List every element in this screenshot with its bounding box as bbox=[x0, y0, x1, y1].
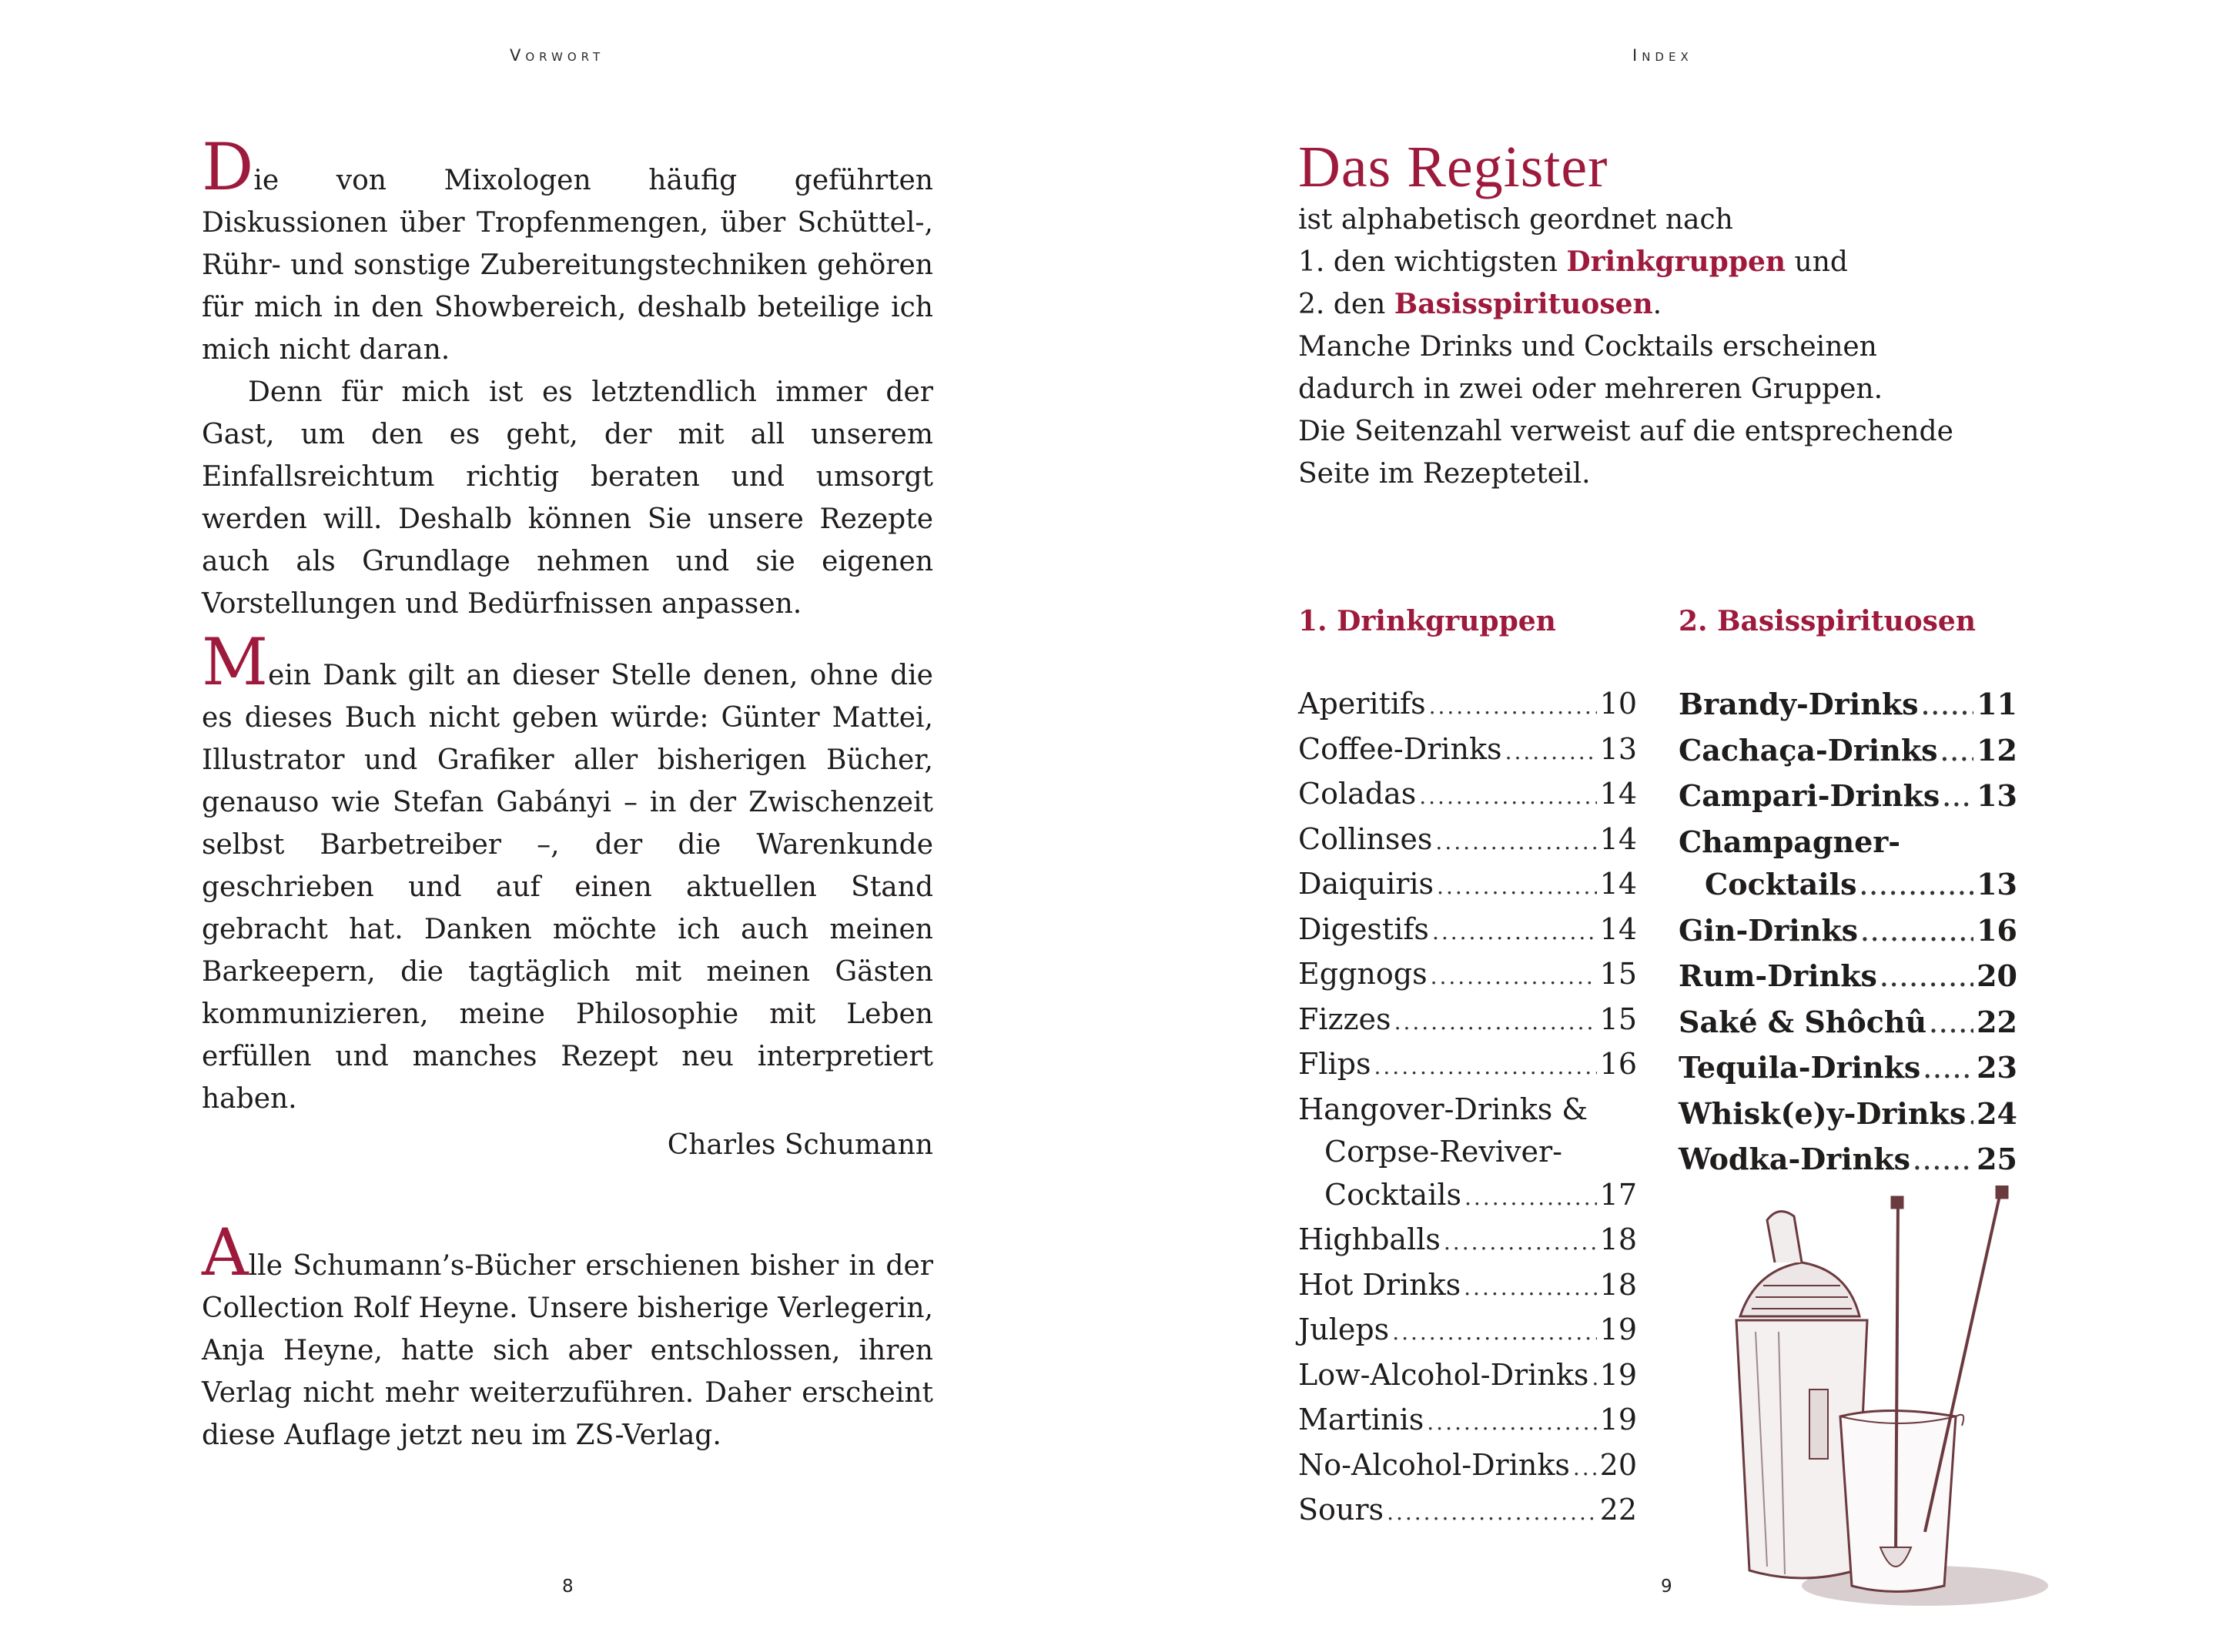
index-entry bbox=[1298, 773, 1637, 818]
index-entry bbox=[1679, 1092, 2017, 1139]
index-entry-page: 19 bbox=[1599, 1313, 1637, 1346]
index-entry bbox=[1298, 863, 1637, 908]
index-entry-name: Champagner- bbox=[1679, 824, 1901, 859]
index-entry-page: 13 bbox=[1977, 778, 2017, 813]
basisspirituosen-heading: 2. Basisspirituosen bbox=[1679, 605, 1976, 637]
foreword-section-2 bbox=[202, 624, 933, 1120]
leader-dots bbox=[1444, 1221, 1597, 1264]
index-entry-name: Cachaça-Drinks bbox=[1679, 732, 1938, 767]
index-entry bbox=[1298, 728, 1637, 774]
leader-dots bbox=[1392, 1311, 1596, 1354]
index-entry-name: Flips bbox=[1298, 1047, 1371, 1081]
index-entry-name: Low-Alcohol-Drinks bbox=[1298, 1357, 1589, 1392]
index-entry-name: Gin-Drinks bbox=[1679, 912, 1859, 948]
leader-dots bbox=[1435, 821, 1596, 864]
basisspirituosen-index-list bbox=[1679, 683, 2017, 1184]
leader-dots bbox=[1913, 1141, 1973, 1184]
index-entry-page: 14 bbox=[1599, 867, 1637, 901]
drinkgruppen-index-list bbox=[1298, 683, 1637, 1534]
index-entry bbox=[1679, 909, 2017, 955]
index-entry-page: 13 bbox=[1977, 867, 2017, 901]
intro-accent-drinkgruppen: Drinkgruppen bbox=[1566, 246, 1786, 278]
index-entry bbox=[1298, 1089, 1637, 1132]
left-running-header: Vorwort bbox=[510, 46, 605, 65]
leader-dots bbox=[1880, 958, 1973, 1001]
index-entry-name: Martinis bbox=[1298, 1403, 1424, 1436]
index-entry-page: 22 bbox=[1599, 1493, 1637, 1527]
leader-dots bbox=[1387, 1491, 1597, 1534]
index-entry bbox=[1679, 683, 2017, 729]
index-entry-page: 22 bbox=[1977, 1004, 2017, 1039]
index-entry-name: Highballs bbox=[1298, 1222, 1441, 1256]
index-entry bbox=[1679, 774, 2017, 821]
leader-dots bbox=[1431, 955, 1597, 998]
index-entry-name: Fizzes bbox=[1298, 1002, 1391, 1036]
index-entry-name: Campari-Drinks bbox=[1679, 778, 1940, 813]
index-entry bbox=[1298, 1219, 1637, 1264]
foreword-section-1 bbox=[202, 129, 933, 625]
leader-dots bbox=[1930, 1004, 1973, 1047]
leader-dots bbox=[1394, 1001, 1597, 1044]
page-number-left: 8 bbox=[562, 1577, 574, 1597]
intro-line: dadurch in zwei oder mehreren Gruppen. bbox=[1298, 373, 1883, 405]
index-entry-page: 24 bbox=[1977, 1095, 2017, 1131]
index-entry-name: Juleps bbox=[1298, 1313, 1390, 1346]
intro-line: Die Seitenzahl verweist auf die entsprechende bbox=[1298, 416, 1953, 447]
drop-cap: D bbox=[202, 129, 254, 205]
index-entry-continuation bbox=[1298, 1174, 1637, 1219]
index-entry-page: 14 bbox=[1599, 821, 1637, 856]
index-entry-page: 19 bbox=[1599, 1357, 1637, 1392]
index-entry-page: 15 bbox=[1599, 1002, 1637, 1036]
intro-accent-basisspirituosen: Basisspirituosen bbox=[1394, 288, 1653, 320]
drop-cap: A bbox=[202, 1215, 249, 1290]
index-entry bbox=[1298, 1309, 1637, 1354]
drop-cap: M bbox=[202, 624, 269, 700]
leader-dots bbox=[1505, 731, 1597, 774]
cocktail-shaker-illustration bbox=[1694, 1185, 2056, 1617]
index-entry bbox=[1679, 955, 2017, 1001]
leader-dots bbox=[1437, 865, 1597, 908]
index-entry-page: 16 bbox=[1599, 1047, 1637, 1081]
intro-line: ist alphabetisch geordnet nach bbox=[1298, 204, 1733, 236]
index-entry bbox=[1298, 1444, 1637, 1490]
index-entry-page: 25 bbox=[1977, 1142, 2017, 1176]
right-running-header: Index bbox=[1632, 46, 1693, 65]
leader-dots bbox=[1592, 1356, 1596, 1400]
index-entry-name: Corpse-Reviver- bbox=[1324, 1135, 1562, 1169]
intro-line: 2. den Basisspirituosen. bbox=[1298, 288, 1662, 320]
index-entry-page: 14 bbox=[1599, 911, 1637, 946]
index-entry-name: Wodka-Drinks bbox=[1679, 1142, 1910, 1176]
bar-spoon-2 bbox=[1925, 1185, 2002, 1532]
leader-dots bbox=[1374, 1045, 1597, 1089]
index-entry bbox=[1298, 1354, 1637, 1400]
index-entry-page: 13 bbox=[1599, 731, 1637, 766]
index-entry bbox=[1298, 1264, 1637, 1309]
index-entry-name: Eggnogs bbox=[1298, 957, 1428, 991]
leader-dots bbox=[1941, 732, 1974, 775]
index-entry bbox=[1298, 953, 1637, 998]
index-entry bbox=[1298, 998, 1637, 1044]
index-entry bbox=[1679, 821, 2017, 864]
leader-dots bbox=[1860, 866, 1974, 909]
index-entry bbox=[1298, 1399, 1637, 1444]
index-entry-name: Hot Drinks bbox=[1298, 1267, 1461, 1302]
leader-dots bbox=[1922, 686, 1974, 729]
index-entry bbox=[1679, 1138, 2017, 1184]
index-entry-page: 18 bbox=[1599, 1222, 1637, 1256]
leader-dots bbox=[1465, 1176, 1597, 1219]
index-entry-page: 15 bbox=[1599, 957, 1637, 991]
strainer-handle bbox=[1767, 1212, 1802, 1262]
index-entry-page: 11 bbox=[1977, 687, 2017, 721]
publisher-note-paragraph: Alle Schumann’s-Bücher erschienen bisher in der Collection Rolf Heyne. Unsere bisherige Verlegerin, Anja Heyne, hatte sich aber entschlossen, ihren Verlag nicht mehr weiterzuführen. Daher erscheint diese Auflage jetzt neu im ZS-Verlag. bbox=[202, 1215, 933, 1451]
index-entry-name: No-Alcohol-Drinks bbox=[1298, 1447, 1570, 1482]
intro-line: Manche Drinks und Cocktails erscheinen bbox=[1298, 331, 1877, 363]
index-entry-page: 12 bbox=[1977, 732, 2017, 767]
index-entry bbox=[1679, 729, 2017, 775]
index-entry-name: Aperitifs bbox=[1298, 687, 1426, 721]
index-entry bbox=[1298, 683, 1637, 728]
index-entry-page: 23 bbox=[1977, 1050, 2017, 1085]
index-entry-continuation bbox=[1679, 863, 2017, 909]
author-signature: Charles Schumann bbox=[667, 1129, 933, 1161]
leader-dots bbox=[1419, 775, 1596, 818]
intro-line: 1. den wichtigsten Drinkgruppen und bbox=[1298, 246, 1848, 278]
foreword-paragraph-1: Die von Mixologen häufig geführten Diskussionen über Tropfenmengen, über Schüttel-, Rühr- und sonstige Zubereitungstechniken gehören für mich in den Showbereich, deshalb beteilige ich mich nicht daran. bbox=[202, 129, 933, 366]
index-entry-page: 10 bbox=[1599, 687, 1637, 721]
index-entry-continuation bbox=[1298, 1131, 1637, 1174]
index-entry-name: Digestifs bbox=[1298, 911, 1429, 946]
index-entry-page: 20 bbox=[1599, 1447, 1637, 1482]
leader-dots bbox=[1969, 1095, 1973, 1139]
leader-dots bbox=[1573, 1446, 1597, 1490]
index-entry-name: Daiquiris bbox=[1298, 867, 1434, 901]
index-entry-name: Cocktails bbox=[1705, 867, 1857, 901]
index-entry-name: Cocktails bbox=[1324, 1177, 1461, 1212]
index-entry-page: 19 bbox=[1599, 1403, 1637, 1436]
index-entry-page: 20 bbox=[1977, 958, 2017, 993]
leader-dots bbox=[1464, 1266, 1596, 1309]
leader-dots bbox=[1429, 685, 1597, 728]
index-entry-name: Collinses bbox=[1298, 821, 1433, 856]
index-entry-name: Sours bbox=[1298, 1493, 1384, 1527]
index-entry-page: 16 bbox=[1977, 912, 2017, 948]
index-entry bbox=[1298, 908, 1637, 954]
foreword-paragraph-2: Denn für mich ist es letztendlich immer der Gast, um den es geht, der mit all unserem Einfallsreichtum richtig beraten und umsorgt werden will. Deshalb können Sie unsere Rezepte auch als Grundlage nehmen und sie eigenen Vorstellungen und Bedürfnissen anpassen. bbox=[202, 376, 933, 620]
page-number-right: 9 bbox=[1661, 1577, 1672, 1597]
index-entry bbox=[1298, 818, 1637, 864]
index-entry-name: Hangover-Drinks & bbox=[1298, 1092, 1588, 1126]
index-entry-page: 18 bbox=[1599, 1267, 1637, 1302]
index-entry-name: Brandy-Drinks bbox=[1679, 687, 1919, 721]
register-title: Das Register bbox=[1298, 135, 1608, 199]
index-entry-name: Rum-Drinks bbox=[1679, 958, 1877, 993]
index-entry bbox=[1298, 1043, 1637, 1089]
index-entry-name: Tequila-Drinks bbox=[1679, 1050, 1921, 1085]
index-entry-name: Saké & Shôchû bbox=[1679, 1004, 1927, 1039]
leader-dots bbox=[1427, 1401, 1596, 1444]
index-entry-name: Whisk(e)y-Drinks bbox=[1679, 1095, 1967, 1131]
foreword-section-3 bbox=[202, 1215, 933, 1456]
leader-dots bbox=[1432, 911, 1597, 954]
intro-line: Seite im Rezepteteil. bbox=[1298, 458, 1591, 490]
index-entry-page: 14 bbox=[1599, 777, 1637, 811]
leader-dots bbox=[1861, 912, 1973, 955]
drinkgruppen-heading: 1. Drinkgruppen bbox=[1298, 605, 1556, 637]
index-entry-name: Coffee-Drinks bbox=[1298, 731, 1502, 766]
index-entry-page: 17 bbox=[1599, 1177, 1637, 1212]
index-entry-name: Coladas bbox=[1298, 777, 1417, 811]
index-entry bbox=[1679, 1046, 2017, 1092]
index-entry bbox=[1679, 1001, 2017, 1047]
acknowledgements-paragraph: Mein Dank gilt an dieser Stelle denen, ohne die es dieses Buch nicht geben würde: Günter Mattei, Illustrator und Grafiker aller bisherigen Bücher, genauso wie Stefan Gabányi – in der Zwischenzeit selbst Barbetreiber –, der die Warenkunde geschrieben und auf einen aktuellen Stand gebracht hat. Danken möchte ich auch meinen Barkeepern, die tagtäglich mit meinen Gästen kommunizieren, meine Philosophie mit Leben erfüllen und manches Rezept neu interpretiert haben. bbox=[202, 624, 933, 1115]
leader-dots bbox=[1923, 1049, 1973, 1092]
leader-dots bbox=[1943, 778, 1973, 821]
index-entry bbox=[1298, 1489, 1637, 1534]
register-intro bbox=[1298, 199, 2068, 495]
